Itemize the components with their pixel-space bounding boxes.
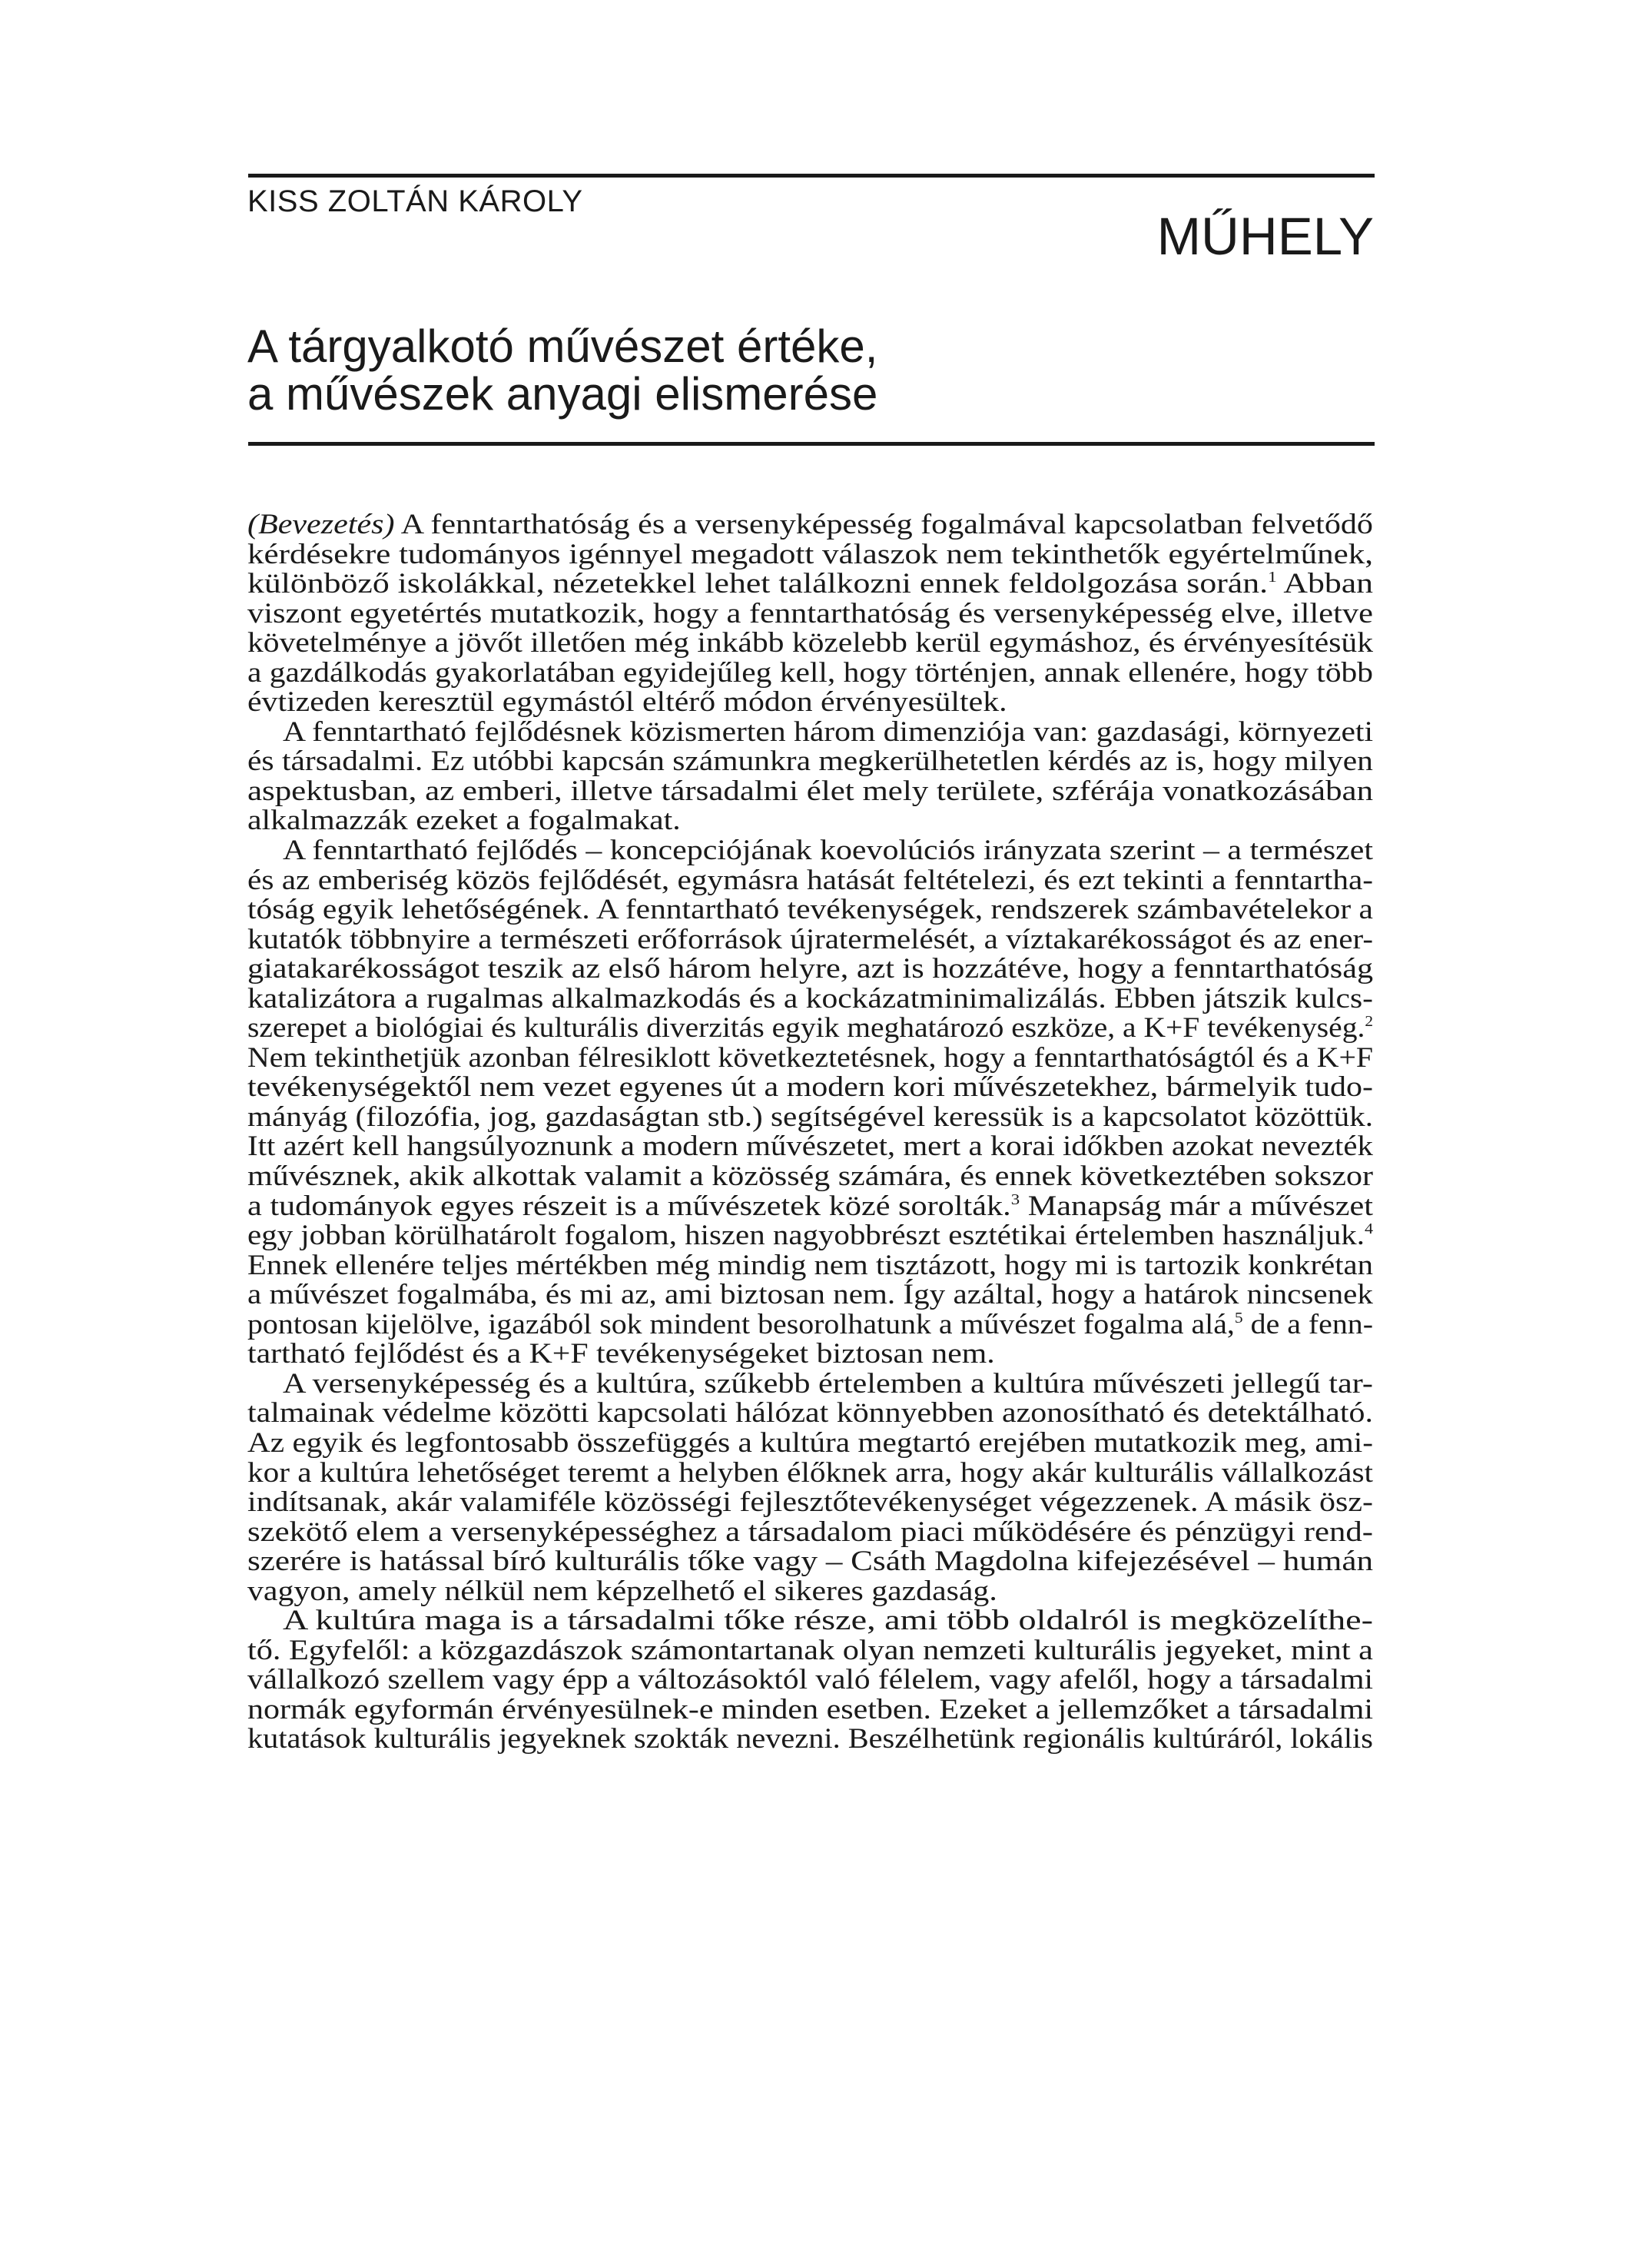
text-line: A fenntartható fejlődésnek közismerten három dimenziója van: gazdasági, környezeti (283, 716, 1374, 748)
text-line: tevékenységektől nem vezet egyenes út a modern kori művészetekhez, bármelyik tudo- (247, 1071, 1374, 1104)
text-line: Ennek ellenére teljes mértékben még mindig nem tisztázott, hogy mi is tartozik konkrétan (247, 1249, 1373, 1281)
article-author: KISS ZOLTÁN KÁROLY (247, 184, 583, 218)
text-line: giatakarékosságot teszik az első három helyre, azt is hozzátéve, hogy a fenntarthatóság (247, 953, 1374, 985)
text-line: kor a kultúra lehetőséget teremt a helyben élőknek arra, hogy akár kulturális vállalkozást (247, 1456, 1374, 1489)
text-line: aspektusban, az emberi, illetve társadalmi élet mely területe, szférája vonatkozásában (247, 775, 1374, 807)
text-line: kutatások kulturális jegyeknek szokták nevezni. Beszélhetünk regionális kultúráról, lokális (247, 1723, 1373, 1755)
article-title (247, 320, 878, 420)
section-label: MŰHELY (1156, 207, 1374, 266)
text-line: a gazdálkodás gyakorlatában egyidejűleg kell, hogy történjen, annak ellenére, hogy több (247, 656, 1373, 689)
paragraph (247, 836, 1373, 1370)
text-line: normák egyformán érvényesülnek-e minden esetben. Ezeket a jellemzőket a társadalmi (247, 1693, 1374, 1725)
text-line: és társadalmi. Ez utóbbi kapcsán számunkra megkerülhetetlen kérdés az is, hogy milyen (247, 745, 1373, 778)
text-line: kérdésekre tudományos igénnyel megadott válaszok nem tekinthetők egyértelműnek, (247, 538, 1373, 570)
text-line: egy jobban körülhatárolt fogalom, hiszen nagyobbrészt esztétikai értelemben használjuk.$^4$ (247, 1220, 1374, 1252)
text-line: művésznek, akik alkottak valamit a közösség számára, és ennek következtében sokszor (247, 1161, 1374, 1193)
text-line: Itt azért kell hangsúlyoznunk a modern művészetet, mert a korai időkben azokat nevezték (247, 1131, 1373, 1163)
header-bottom-rule (248, 442, 1375, 446)
text-line: viszont egyetértés mutatkozik, hogy a fenntarthatóság és versenyképesség elve, illetve (247, 597, 1373, 629)
text-line: kutatók többnyire a természeti erőforrások újratermelését, a víztakarékosságot és az ener- (247, 923, 1373, 955)
text-line: (Bevezetés) A fenntarthatóság és a versenyképesség fogalmával kapcsolatban felvetődő (247, 509, 1373, 540)
paragraph (247, 718, 1373, 836)
text-line: vállalkozó szellem vagy épp a változásoktól való félelem, vagy afelől, hogy a társadalmi (247, 1664, 1374, 1696)
text-line: szerepet a biológiai és kulturális diverzitás egyik meghatározó eszköze, a K+F tevékenység.$^2$ (247, 1012, 1374, 1044)
text-line: pontosan kijelölve, igazából sok mindent besorolhatunk a művészet fogalma alá,$^5$ de a fenn- (247, 1308, 1373, 1340)
text-line: Az egyik és legfontosabb összefüggés a kultúra megtartó erejében mutatkozik meg, ami- (247, 1426, 1374, 1459)
text-line: különböző iskolákkal, nézetekkel lehet találkozni ennek feldolgozása során.$^1$ Abban (247, 568, 1374, 600)
text-line: alkalmazzák ezeket a fogalmakat. (247, 805, 681, 837)
footnote-marker[interactable]: 5 (1234, 1309, 1243, 1327)
paragraph (247, 1606, 1373, 1755)
text-line: szerére is hatással bíró kulturális tőke vagy – Csáth Magdolna kifejezésével – humán (247, 1546, 1374, 1578)
text-line: évtizeden keresztül egymástól eltérő módon érvényesültek. (247, 686, 1007, 719)
text-line: követelménye a jövőt illetően még inkább közelebb kerül egymáshoz, és érvényesítésük (247, 627, 1373, 659)
section-lead-in: (Bevezetés) (247, 509, 395, 540)
text-line: a tudományok egyes részeit is a művészetek közé sorolták.$^3$ Manapság már a művészet (247, 1190, 1374, 1222)
text-line: mányág (filozófia, jog, gazdaságtan stb.) segítségével keressük is a kapcsolatot közöttük. (247, 1101, 1374, 1133)
paragraph (247, 1367, 1374, 1607)
article-title-line: a művészek anyagi elismerése (247, 368, 878, 420)
article-body (247, 510, 1373, 1755)
text-line: tő. Egyfelől: a közgazdászok számontartanak olyan nemzeti kulturális jegyeket, mint a (247, 1634, 1373, 1666)
footnote-marker[interactable]: 4 (1364, 1220, 1374, 1238)
text-line: szekötő elem a versenyképességhez a társadalom piaci működésére és pénzügyi rend- (247, 1516, 1374, 1548)
footnote-marker[interactable]: 3 (1010, 1190, 1020, 1208)
text-line: A versenyképesség és a kultúra, szűkebb értelemben a kultúra művészeti jellegű tar- (283, 1367, 1373, 1400)
text-line: talmainak védelme közötti kapcsolati hálózat könnyebben azonosítható és detektálható. (247, 1397, 1373, 1430)
header-top-rule (248, 174, 1375, 178)
text-line: és az emberiség közös fejlődését, egymásra hatását feltételezi, és ezt tekinti a fenntartha- (247, 864, 1374, 896)
text-line: vagyon, amely nélkül nem képzelhető el sikeres gazdaság. (247, 1575, 997, 1607)
text-line: tartható fejlődést és a K+F tevékenységeket biztosan nem. (247, 1338, 995, 1370)
text-line: A fenntartható fejlődés – koncepciójának koevolúciós irányzata szerint – a természet (283, 835, 1373, 867)
text-line: katalizátora a rugalmas alkalmazkodás és a kockázatminimalizálás. Ebben játszik kulcs- (247, 982, 1373, 1014)
article-title-line: A tárgyalkotó művészet értéke, (247, 320, 878, 372)
text-line: a művészet fogalmába, és mi az, ami biztosan nem. Így azáltal, hogy a határok nincsenek (247, 1279, 1373, 1311)
text-line: tóság egyik lehetőségének. A fenntartható tevékenységek, rendszerek számbavételekor a (247, 894, 1373, 926)
footnote-marker[interactable]: 2 (1365, 1013, 1374, 1031)
text-line: indítsanak, akár valamiféle közösségi fejlesztőtevékenységet végezzenek. A másik ösz- (247, 1486, 1373, 1519)
paragraph (247, 510, 1373, 718)
footnote-marker[interactable]: 1 (1268, 569, 1277, 586)
text-line: A kultúra maga is a társadalmi tőke része, ami több oldalról is megközelíthe- (283, 1605, 1374, 1637)
text-line: Nem tekinthetjük azonban félresiklott következtetésnek, hogy a fenntarthatóságtól és a K+F (247, 1041, 1374, 1074)
